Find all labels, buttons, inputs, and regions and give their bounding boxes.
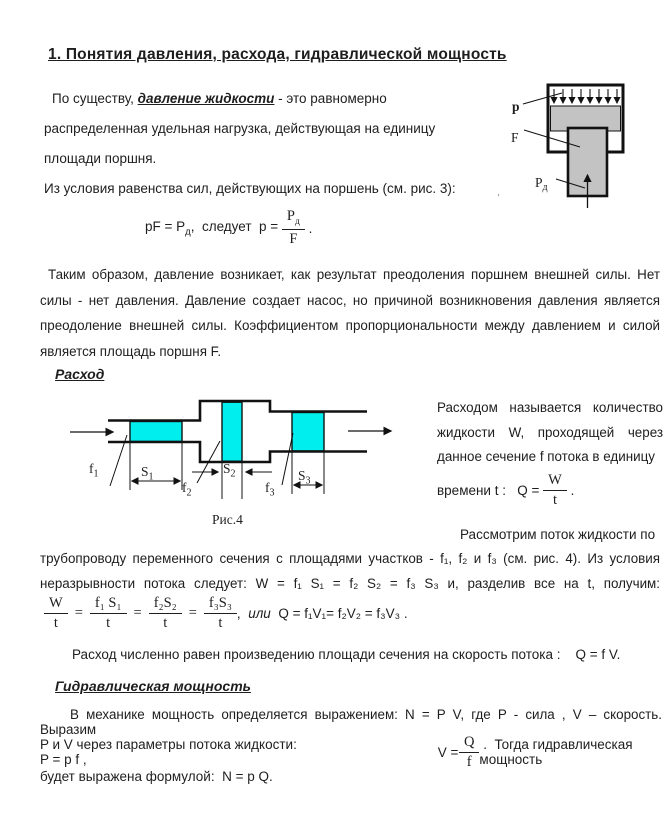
pressure-formula-lhs — [145, 219, 282, 238]
label-f2-sub: 2 — [186, 487, 192, 499]
equals-sign: = — [74, 604, 83, 621]
fraction-numerator: f₁ S₁ — [90, 595, 127, 614]
tail-equation: Q = f₁V₁= f₂V₂ = f₃V₃ . — [270, 605, 408, 621]
pressure-formula — [145, 208, 312, 248]
continuity-line-3: неразрывности потока следует: W = f₁ S₁ = f₂ S₂ = f₃ S₃ и, разделив все на t, получим: — [40, 576, 660, 591]
intro-line-3: площади поршня. — [44, 151, 157, 166]
label-area-f: F — [511, 130, 519, 145]
equals-sign: = — [133, 604, 142, 621]
term-fluid-pressure: давление жидкости — [137, 91, 275, 106]
label-s3 — [298, 468, 311, 487]
label-force-pd — [535, 175, 548, 193]
label-s2-base: S — [223, 461, 231, 476]
power-section-heading: Гидравлическая мощность — [55, 678, 251, 694]
pressure-paragraph: Таким образом, давление возникает, как результат преодоления поршнем внешней силы. Нет силы - нет давления. Давление создает насос, но причиной возникновения давления является преодоление внешней силы. Коэффициентом пропорциональности между давлением и силой является площадь поршня F. — [40, 267, 660, 360]
label-s2 — [223, 461, 236, 480]
fraction-numerator: W — [543, 472, 567, 491]
fraction-numerator: f₂S₂ — [149, 595, 182, 614]
fraction-w-over-t — [543, 472, 567, 508]
intro-text: - это равномерно — [274, 91, 387, 106]
fraction-numerator — [282, 208, 305, 230]
label-f2-base: f — [182, 480, 187, 495]
label-f2 — [182, 480, 192, 499]
flow-formula-prefix: времени t : Q = — [437, 482, 544, 498]
label-f3 — [265, 480, 275, 499]
label-s3-base: S — [298, 468, 306, 483]
pressure-formula-lhs-rest: , следует p = — [190, 218, 282, 234]
intro-paragraph — [44, 84, 484, 204]
flow-section-heading: Расход — [55, 366, 105, 382]
fraction-f1s1-over-t — [90, 595, 127, 631]
fraction-num-base: P — [286, 208, 295, 225]
fraction-denominator: t — [53, 614, 58, 631]
pressure-formula-lhs-sub: д — [185, 226, 191, 238]
piston-figure-svg — [490, 80, 665, 215]
intro-line-2: распределенная удельная нагрузка, действующая на единицу — [44, 121, 436, 136]
label-pressure-p: p — [512, 99, 520, 114]
continuity-formula-tail — [237, 606, 408, 621]
fraction-q-over-f — [459, 734, 479, 770]
power-line-3: будет выражена формулой: N = p Q. — [40, 769, 273, 784]
power-line-2 — [40, 732, 670, 772]
label-f1-sub: 1 — [93, 468, 99, 480]
continuity-line-1: Рассмотрим поток жидкости по — [460, 527, 656, 542]
label-s1-base: S — [141, 464, 149, 479]
label-force-pd-base: P — [535, 175, 543, 190]
equals-sign: = — [188, 604, 197, 621]
fraction-denominator: f — [466, 753, 472, 770]
intro-line-1 — [44, 84, 484, 114]
piston-figure — [490, 80, 665, 220]
label-f3-sub: 3 — [269, 487, 275, 499]
label-f3-base: f — [265, 480, 270, 495]
fraction-denominator: t — [106, 614, 111, 631]
intro-line-4: Из условия равенства сил, действующих на поршень (см. рис. 3): — [44, 181, 456, 196]
fraction-pd-over-f — [282, 208, 305, 247]
pressure-formula-lhs-base: pF = P — [145, 218, 186, 234]
tail-or-word: или — [248, 605, 271, 621]
flow-definition-paragraph: Расходом называется количество жидкости W, проходящей через данное сечение f потока в единицу — [437, 400, 663, 464]
power-line-1: В механике мощность определяется выражением: N = P V, где P - сила , V – скорость. Выразим — [40, 707, 662, 737]
fraction-num-sub: д — [295, 217, 300, 228]
fraction-denominator: t — [218, 614, 223, 631]
label-force-pd-sub: д — [542, 182, 548, 193]
intro-text: По существу, — [52, 91, 138, 106]
power-line-2-prefix: P и V через параметры потока жидкости: P = p f , — [40, 737, 305, 767]
fraction-w-over-t — [44, 595, 68, 631]
scan-artifact: ' — [497, 193, 499, 204]
label-s1 — [141, 464, 154, 483]
fraction-numerator: f₃S₃ — [204, 595, 237, 614]
flow-formula-tail: . — [566, 482, 575, 498]
fraction-denominator: F — [289, 231, 298, 248]
fraction-denominator: t — [552, 491, 557, 508]
fluid-slug-1 — [130, 422, 182, 442]
flow-formula-line — [437, 471, 574, 509]
pressure-formula-tail: . — [304, 220, 313, 236]
flow-rate-sentence: Расход численно равен произведению площади сечения на скорость потока : Q = f V. — [72, 647, 621, 662]
leader-line-f3 — [282, 433, 293, 485]
page-title: 1. Понятия давления, расхода, гидравлической мощность — [48, 46, 507, 63]
label-s2-sub: 2 — [230, 468, 236, 480]
fraction-numerator: W — [44, 595, 68, 614]
tail-comma: , — [236, 605, 249, 621]
fraction-f2s2-over-t — [149, 595, 182, 631]
label-f1 — [89, 461, 99, 480]
power-line-2-suffix: . Тогда гидравлическая мощность — [479, 737, 637, 767]
power-v-equals: V = — [437, 744, 463, 760]
label-s3-sub: 3 — [305, 475, 311, 487]
label-f1-base: f — [89, 461, 94, 476]
fluid-slug-2 — [222, 402, 242, 461]
fraction-numerator: Q — [459, 734, 479, 753]
continuity-line-2: трубопроводу переменного сечения с площадями участков - f₁, f₂ и f₃ (см. рис. 4). Из условия — [40, 551, 660, 566]
fraction-f3s3-over-t — [204, 595, 237, 631]
fraction-denominator: t — [163, 614, 168, 631]
label-s1-sub: 1 — [148, 471, 154, 483]
fluid-slug-3 — [292, 413, 324, 452]
pipe-figure-svg — [55, 388, 410, 518]
figure-caption: Рис.4 — [212, 512, 243, 527]
pipe-figure — [55, 388, 410, 523]
continuity-formula — [44, 593, 408, 633]
